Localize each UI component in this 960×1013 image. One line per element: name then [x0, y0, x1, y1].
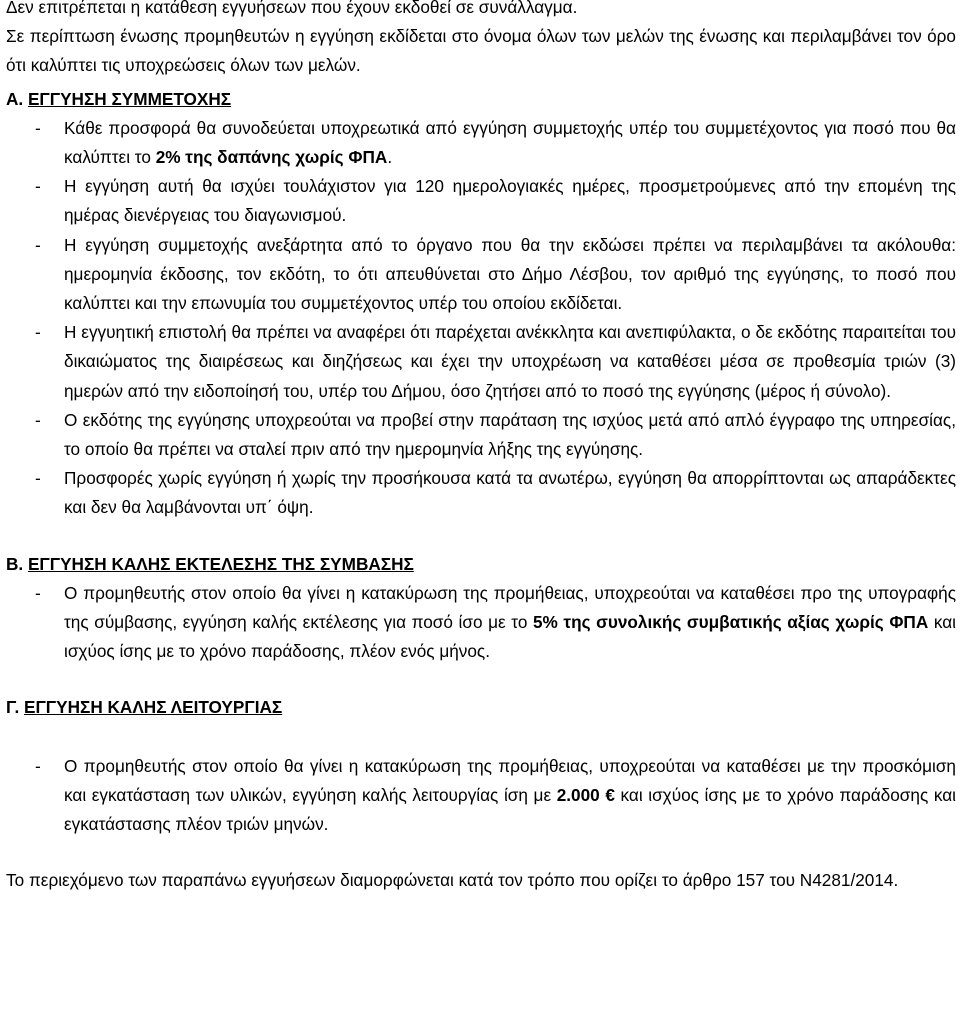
section-c-list	[6, 752, 956, 840]
section-a-item1-text: Κάθε προσφορά θα συνοδεύεται υποχρεωτικά από εγγύηση συμμετοχής υπέρ του συμμετέχοντος για ποσό που θα καλύπτει το	[64, 117, 956, 168]
section-a-item6-text: Προσφορές χωρίς εγγύηση ή χωρίς την προσήκουσα κατά τα ανωτέρω, εγγύηση θα απορρίπτονται ως απαράδεκτες και δεν θα λαμβάνονται υπ΄ όψη.	[64, 468, 956, 518]
section-a-title: ΕΓΓΥΗΣΗ ΣΥΜΜΕΤΟΧΗΣ	[27, 88, 232, 109]
section-c-item1-text: Ο προμηθευτής στον οποίο θα γίνει η κατακύρωση της προμήθειας, υποχρεούται να καταθέσει με την προσκόμιση και εγκατάσταση των υλικών, εγγύηση καλής λειτουργίας ίση με	[64, 755, 956, 805]
list-item	[6, 579, 956, 667]
section-b-heading	[6, 550, 956, 579]
closing-paragraph: Το περιεχόμενο των παραπάνω εγγυήσεων διαμορφώνεται κατά τον τρόπο που ορίζει το άρθρο 157 του Ν4281/2014.	[6, 870, 899, 891]
section-a-item2-text: Η εγγύηση αυτή θα ισχύει τουλάχιστον για 120 ημερολογιακές ημέρες, προσμετρούμενες από την επομένη της ημέρας διενέργειας του διαγωνισμού.	[64, 176, 956, 226]
intro-line-currency: Δεν επιτρέπεται η κατάθεση εγγυήσεων που έχουν εκδοθεί σε συνάλλαγμα.	[6, 0, 578, 17]
section-c-heading	[6, 693, 956, 722]
document-page	[6, 0, 956, 895]
section-a-letter: Α.	[6, 88, 24, 109]
section-b-letter: Β.	[6, 553, 24, 574]
section-a-heading	[6, 85, 956, 114]
section-c-letter: Γ.	[6, 697, 20, 718]
section-c-item1-bold: 2.000 €	[556, 784, 615, 805]
section-b-item1-bold: 5% της συνολικής συμβατικής αξίας χωρίς ΦΠΑ	[532, 612, 929, 633]
list-item	[6, 114, 956, 172]
section-b-item1-text: Ο προμηθευτής στον οποίο θα γίνει η κατακύρωση της προμήθειας, υποχρεούται να καταθέσει προ της υπογραφής της σύμβασης, εγγύηση καλής εκτέλεσης για ποσό ίσο με το	[64, 582, 956, 633]
section-a-item4-text: Η εγγυητική επιστολή θα πρέπει να αναφέρει ότι παρέχεται ανέκκλητα και ανεπιφύλακτα, ο δε εκδότης παραιτείται του δικαιώματος της διαιρέσεως και διηζήσεως και έχει την υποχρέωση να καταθέσει μέσα σε προθεσμία τριών (3) ημερών από την ειδοποίησή του, υπέρ του Δήμου, όσο ζητήσει από το ποσό της εγγύησης (μέρος ή σύνολο).	[64, 322, 956, 401]
list-item	[6, 318, 956, 406]
section-a-list	[6, 114, 956, 523]
section-a-item3-text: Η εγγύηση συμμετοχής ανεξάρτητα από το όργανο που θα την εκδώσει πρέπει να περιλαμβάνει τα ακόλουθα: ημερομηνία έκδοσης, τον εκδότη, το ότι απευθύνεται στο Δήμο Λέσβου, τον αριθμό της εγγύησης, το ποσό που καλύπτει και την επωνυμία του συμμετέχοντος υπέρ του οποίου εκδίδεται.	[64, 234, 956, 314]
section-c-item1-end: και ισχύος ίσης με το χρόνο παράδοσης και εγκατάστασης πλέον τριών μηνών.	[64, 784, 956, 835]
list-item	[6, 231, 956, 319]
section-a-item1-bold: 2% της δαπάνης χωρίς ΦΠΑ	[155, 147, 388, 168]
section-b-item1-end: και ισχύος ίσης με το χρόνο παράδοσης, πλέον ενός μήνος.	[64, 612, 956, 662]
section-b-title: ΕΓΓΥΗΣΗ ΚΑΛΗΣ ΕΚΤΕΛΕΣΗΣ ΤΗΣ ΣΥΜΒΑΣΗΣ	[27, 553, 414, 574]
list-item	[6, 406, 956, 464]
section-b-list	[6, 579, 956, 667]
section-a-item5-text: Ο εκδότης της εγγύησης υποχρεούται να προβεί στην παράταση της ισχύος μετά από απλό έγγραφο της υπηρεσίας, το οποίο θα πρέπει να σταλεί πριν από την ημερομηνία λήξης της εγγύησης.	[64, 409, 956, 460]
section-c-title: ΕΓΓΥΗΣΗ ΚΑΛΗΣ ΛΕΙΤΟΥΡΓΙΑΣ	[24, 697, 283, 718]
section-a-item1-end: .	[387, 147, 393, 168]
list-item	[6, 752, 956, 840]
list-item	[6, 464, 956, 522]
list-item	[6, 172, 956, 230]
intro-line-union: Σε περίπτωση ένωσης προμηθευτών η εγγύηση εκδίδεται στο όνομα όλων των μελών της ένωσης και περιλαμβάνει τον όρο ότι καλύπτει τις υποχρεώσεις όλων των μελών.	[6, 26, 956, 76]
